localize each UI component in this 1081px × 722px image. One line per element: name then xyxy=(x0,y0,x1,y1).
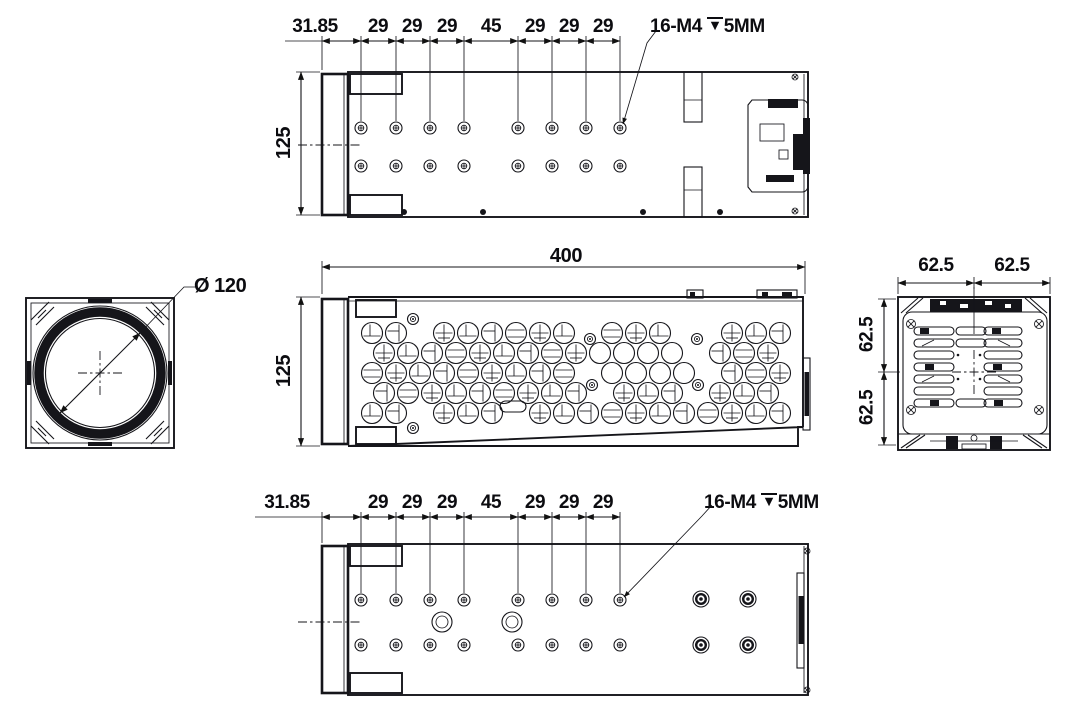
screw xyxy=(792,208,798,214)
m4-hole xyxy=(355,160,367,172)
bottom-left-pocket xyxy=(350,195,402,215)
vent-hole xyxy=(530,323,551,344)
dim-chain-top-5: 29 xyxy=(524,16,546,37)
vent-hole xyxy=(482,403,503,424)
dim-height-side-view: 125 xyxy=(273,354,295,388)
vent-hole xyxy=(362,363,383,384)
vent-hole xyxy=(530,363,551,384)
vent-slot xyxy=(984,339,1022,347)
vent-hole xyxy=(434,363,455,384)
vent-hole xyxy=(770,323,791,344)
m4-hole xyxy=(580,122,592,134)
dim-chain-bottom-1: 29 xyxy=(367,492,389,513)
vent-hole xyxy=(494,343,515,364)
m4-hole xyxy=(546,594,558,606)
vent-hole xyxy=(602,323,623,344)
vent-hole xyxy=(482,323,503,344)
m4-hole xyxy=(512,594,524,606)
vent-slot xyxy=(984,351,1022,359)
dim-length-overall: 400 xyxy=(549,245,583,267)
large-screw xyxy=(740,591,756,607)
m4-hole xyxy=(546,122,558,134)
vent-hole xyxy=(398,343,419,364)
dim-chain-bottom-4: 45 xyxy=(480,492,502,513)
vent-hole xyxy=(626,323,647,344)
vent-slot xyxy=(984,327,1022,335)
dim-chain-bottom-3: 29 xyxy=(436,492,458,513)
vent-hole xyxy=(674,403,695,424)
vent-hole xyxy=(722,363,743,384)
m4-hole xyxy=(424,122,436,134)
vent-hole xyxy=(674,363,695,384)
screw xyxy=(907,320,916,329)
vent-hole xyxy=(554,323,575,344)
vent-hole xyxy=(722,403,743,424)
dim-chain-top-7: 29 xyxy=(592,16,614,37)
thread-leader-bottom xyxy=(624,505,712,597)
dim-chain-bottom-0: 31.85 xyxy=(264,492,310,513)
m4-hole xyxy=(390,639,402,651)
m4-hole xyxy=(458,639,470,651)
m4-hole xyxy=(424,594,436,606)
vent-hole xyxy=(638,383,659,404)
vent-hole xyxy=(518,343,539,364)
bottom-view xyxy=(298,544,810,695)
m4-hole xyxy=(390,122,402,134)
dim-rear-width-right: 62.5 xyxy=(994,255,1030,276)
thread-leader-top xyxy=(623,31,656,124)
rear-view xyxy=(878,287,1050,450)
vent-slot xyxy=(914,351,954,359)
tripod-hole xyxy=(432,612,452,632)
m4-hole xyxy=(512,160,524,172)
dim-chain-bottom-7: 29 xyxy=(592,492,614,513)
rivet xyxy=(401,209,407,215)
vent-hole xyxy=(566,383,587,404)
m4-hole xyxy=(580,160,592,172)
rivet xyxy=(640,209,646,215)
rear-vent-slots xyxy=(914,327,1022,407)
vent-hole xyxy=(770,363,791,384)
dim-chain-top-0: 31.85 xyxy=(292,16,338,37)
screw xyxy=(792,74,798,80)
vent-hole xyxy=(662,343,683,364)
m4-hole xyxy=(424,160,436,172)
m4-hole xyxy=(546,639,558,651)
m4-hole xyxy=(458,122,470,134)
vent-slot xyxy=(956,339,986,347)
slot-hole xyxy=(500,401,526,412)
vent-hole xyxy=(650,323,671,344)
large-screw xyxy=(740,637,756,653)
m4-hole xyxy=(580,594,592,606)
vent-slot xyxy=(984,375,1022,383)
vent-hole xyxy=(446,343,467,364)
vent-slot xyxy=(984,363,1022,371)
dim-chain-top-1: 29 xyxy=(367,16,389,37)
m4-hole xyxy=(355,639,367,651)
vent-hole xyxy=(530,403,551,424)
dimension-lines xyxy=(60,31,1050,597)
bottom-left-pocket xyxy=(356,427,396,444)
m4-hole xyxy=(355,122,367,134)
m4-hole xyxy=(614,639,626,651)
vent-hole xyxy=(518,383,539,404)
vent-hole xyxy=(758,383,779,404)
vent-slot xyxy=(956,399,986,407)
vent-hole xyxy=(458,403,479,424)
m4-hole xyxy=(546,160,558,172)
vent-hole xyxy=(494,383,515,404)
bracket xyxy=(684,167,702,217)
vent-hole xyxy=(386,323,407,344)
vent-hole xyxy=(374,383,395,404)
top-view xyxy=(298,72,810,217)
screw xyxy=(408,314,419,325)
screw xyxy=(1035,406,1044,415)
dim-rear-width-left: 62.5 xyxy=(918,255,954,276)
vent-hole xyxy=(554,363,575,384)
vent-hole xyxy=(470,343,491,364)
top-left-pocket xyxy=(350,74,402,94)
vent-hole xyxy=(602,403,623,424)
dim-rear-height-lower: 62.5 xyxy=(856,389,878,426)
m4-hole xyxy=(390,594,402,606)
vent-hole xyxy=(422,383,443,404)
vent-hole xyxy=(554,403,575,424)
diameter-symbol: Ø xyxy=(194,275,210,297)
corner-braces xyxy=(901,435,1047,448)
vent-hole xyxy=(746,323,767,344)
vent-hole xyxy=(626,363,647,384)
dim-rear-height-upper: 62.5 xyxy=(856,316,878,353)
vent-hole xyxy=(410,363,431,384)
vent-hole xyxy=(446,383,467,404)
top-left-pocket xyxy=(356,300,396,317)
m4-hole xyxy=(580,639,592,651)
screw xyxy=(1035,320,1044,329)
vent-hole xyxy=(746,363,767,384)
rivet xyxy=(480,209,486,215)
screw xyxy=(804,687,810,693)
m4-hole xyxy=(614,122,626,134)
vent-hole xyxy=(458,323,479,344)
m4-hole xyxy=(390,160,402,172)
vent-hole xyxy=(434,403,455,424)
vent-hole xyxy=(770,403,791,424)
vent-hole xyxy=(590,343,611,364)
large-screw xyxy=(693,591,709,607)
pcb-assembly xyxy=(748,99,810,192)
vent-hole xyxy=(710,383,731,404)
dim-lens-diameter: Ø 120 xyxy=(194,275,247,297)
vent-hole xyxy=(734,343,755,364)
vent-hole xyxy=(710,343,731,364)
m4-hole xyxy=(458,160,470,172)
vent-hole xyxy=(506,363,527,384)
thread-callout-top: 16-M4 ▼ 5MM xyxy=(650,16,765,37)
dim-chain-bottom-6: 29 xyxy=(558,492,580,513)
vent-hole xyxy=(374,343,395,364)
vent-hole xyxy=(386,403,407,424)
vent-hole xyxy=(362,323,383,344)
vent-hole-pattern xyxy=(362,323,791,424)
vent-hole xyxy=(602,363,623,384)
vent-hole xyxy=(398,383,419,404)
vent-hole xyxy=(758,343,779,364)
vent-hole xyxy=(650,403,671,424)
vent-hole xyxy=(542,383,563,404)
vent-hole xyxy=(578,403,599,424)
vent-hole xyxy=(566,343,587,364)
m4-hole xyxy=(355,594,367,606)
m4-hole xyxy=(614,594,626,606)
dim-chain-top-6: 29 xyxy=(558,16,580,37)
dim-chain-bottom-5: 29 xyxy=(524,492,546,513)
vent-hole xyxy=(458,363,479,384)
vent-hole xyxy=(614,383,635,404)
vent-hole xyxy=(506,323,527,344)
m4-hole xyxy=(512,639,524,651)
dim-chain-top-2: 29 xyxy=(401,16,423,37)
vent-hole xyxy=(650,363,671,384)
m4-hole xyxy=(424,639,436,651)
screw xyxy=(804,548,810,554)
vent-hole xyxy=(434,323,455,344)
large-screw xyxy=(693,637,709,653)
vent-hole xyxy=(662,383,683,404)
side-view xyxy=(322,290,810,446)
screw xyxy=(692,334,703,345)
vent-hole xyxy=(698,403,719,424)
bottom-left-pocket xyxy=(350,673,402,693)
vent-hole xyxy=(722,323,743,344)
dim-chain-bottom-2: 29 xyxy=(401,492,423,513)
vent-hole xyxy=(734,383,755,404)
screw xyxy=(408,423,419,434)
vent-hole xyxy=(626,403,647,424)
m4-hole xyxy=(512,122,524,134)
vent-slot xyxy=(956,327,986,335)
top-left-pocket xyxy=(350,546,402,566)
vent-hole xyxy=(386,363,407,384)
m4-hole xyxy=(614,160,626,172)
vent-hole xyxy=(638,343,659,364)
bracket xyxy=(684,72,702,122)
dim-height-top-view: 125 xyxy=(273,126,295,160)
screw xyxy=(587,380,598,391)
screw xyxy=(907,406,916,415)
vent-slot xyxy=(914,387,954,395)
depth-symbol: ▼ xyxy=(761,494,776,510)
vent-hole xyxy=(362,403,383,424)
dim-chain-top-4: 45 xyxy=(480,16,502,37)
dim-chain-top-3: 29 xyxy=(436,16,458,37)
depth-symbol: ▼ xyxy=(707,18,722,34)
screw xyxy=(585,334,596,345)
tripod-hole xyxy=(502,612,522,632)
vent-hole xyxy=(614,343,635,364)
vent-slot xyxy=(984,387,1022,395)
vent-hole xyxy=(470,383,491,404)
screw xyxy=(693,380,704,391)
vent-hole xyxy=(542,343,563,364)
vent-hole xyxy=(746,403,767,424)
thread-callout-bottom: 16-M4 ▼ 5MM xyxy=(704,492,819,513)
vent-hole xyxy=(422,343,443,364)
m4-hole xyxy=(458,594,470,606)
vent-hole xyxy=(482,363,503,384)
rivet xyxy=(717,209,723,215)
